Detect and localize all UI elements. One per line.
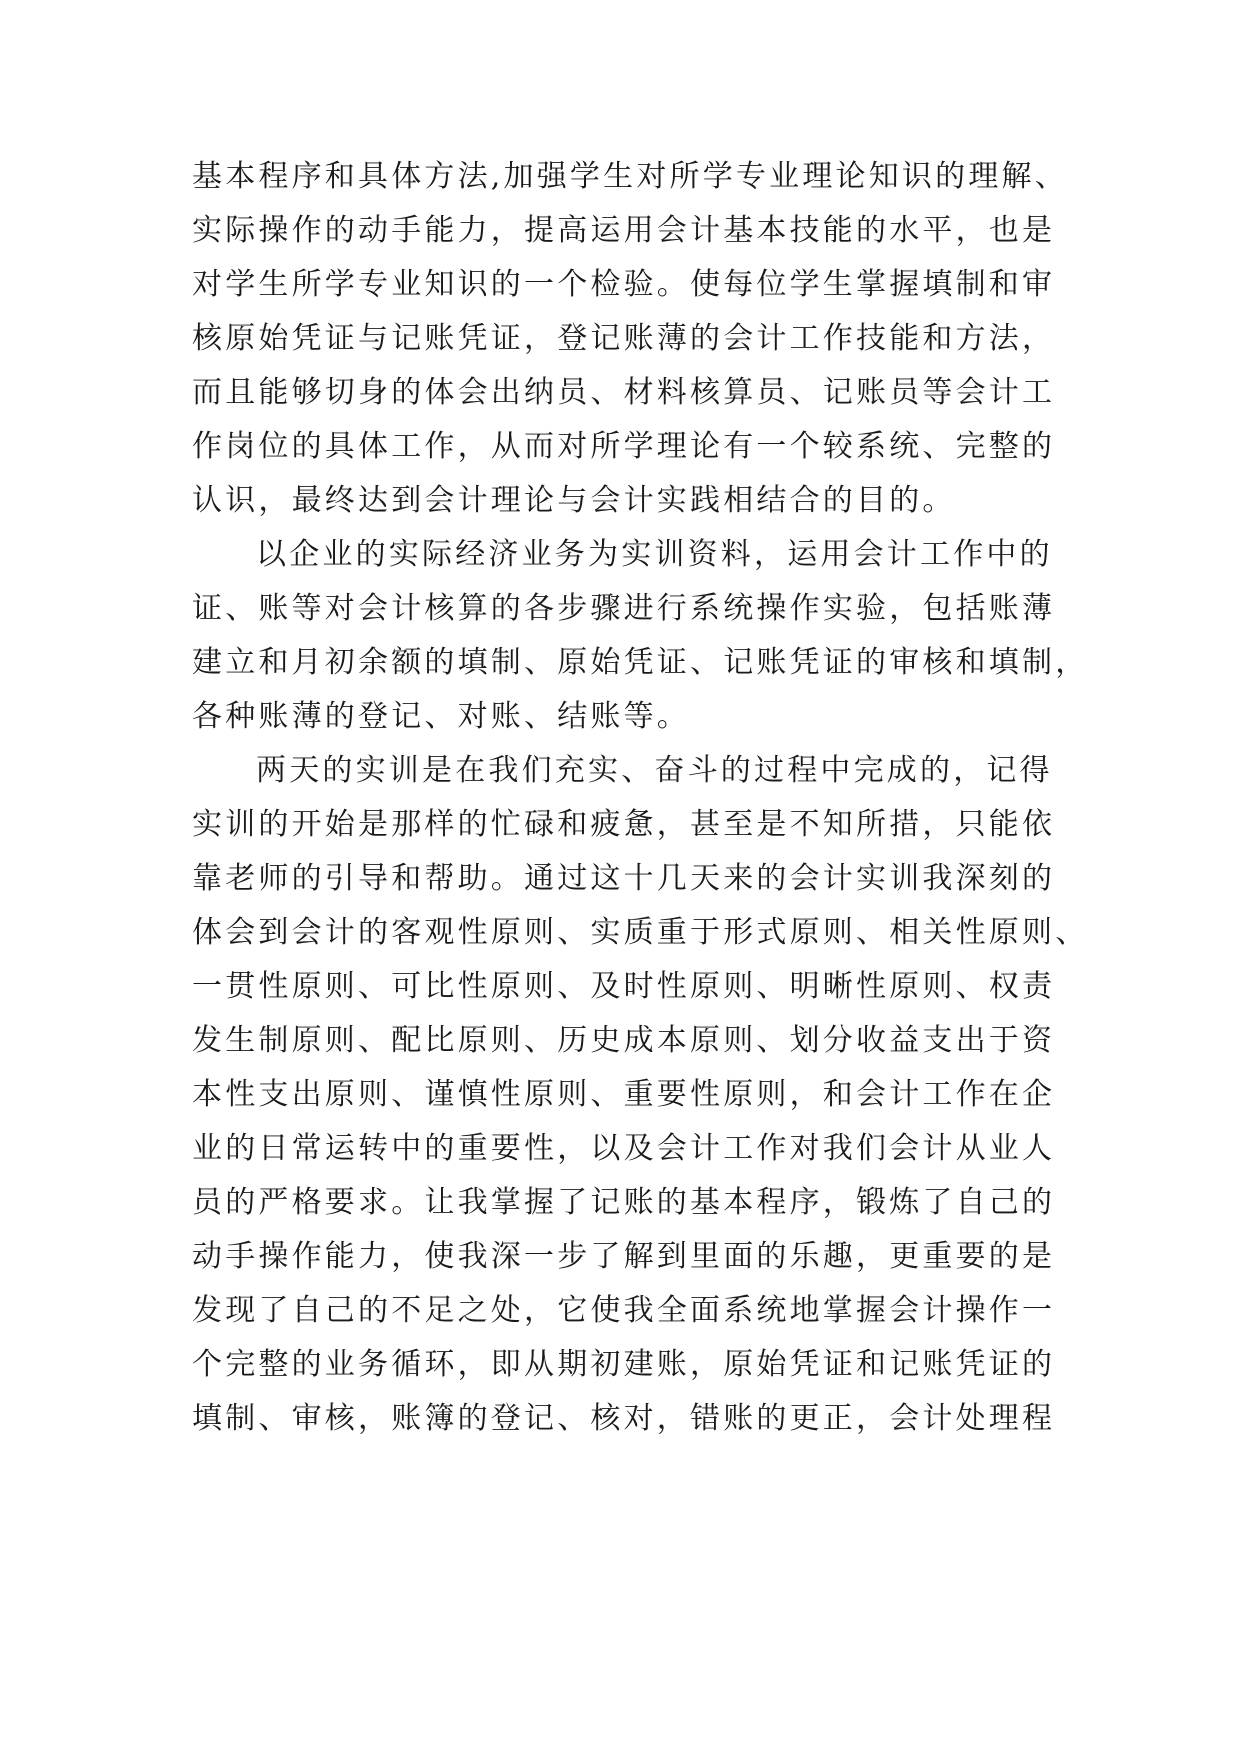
text-line: 以企业的实际经济业务为实训资料，运用会计工作中的 <box>256 537 1053 572</box>
text-line: 体会到会计的客观性原则、实质重于形式原则、相关性原则、 <box>192 915 1089 950</box>
text-line: 业的日常运转中的重要性，以及会计工作对我们会计从业人 <box>192 1131 1056 1166</box>
text-line: 基本程序和具体方法,加强学生对所学专业理论知识的理解、 <box>192 159 1068 194</box>
text-line: 发现了自己的不足之处，它使我全面系统地掌握会计操作一 <box>192 1293 1056 1328</box>
paragraph-1 <box>192 150 1092 528</box>
text-line: 动手操作能力，使我深一步了解到里面的乐趣，更重要的是 <box>192 1239 1056 1274</box>
text-line: 个完整的业务循环，即从期初建账，原始凭证和记账凭证的 <box>192 1347 1056 1382</box>
paragraph-2 <box>192 528 1092 744</box>
body-text <box>192 150 1092 1446</box>
text-line: 一贯性原则、可比性原则、及时性原则、明晰性原则、权责 <box>192 969 1056 1004</box>
text-line: 证、账等对会计核算的各步骤进行系统操作实验，包括账薄 <box>192 591 1056 626</box>
text-line: 实训的开始是那样的忙碌和疲惫，甚至是不知所措，只能依 <box>192 807 1056 842</box>
text-line: 本性支出原则、谨慎性原则、重要性原则，和会计工作在企 <box>192 1077 1056 1112</box>
text-line: 建立和月初余额的填制、原始凭证、记账凭证的审核和填制， <box>192 645 1089 680</box>
text-line: 认识，最终达到会计理论与会计实践相结合的目的。 <box>192 483 956 518</box>
text-line: 而且能够切身的体会出纳员、材料核算员、记账员等会计工 <box>192 375 1056 410</box>
text-line: 对学生所学专业知识的一个检验。使每位学生掌握填制和审 <box>192 267 1056 302</box>
text-line: 发生制原则、配比原则、历史成本原则、划分收益支出于资 <box>192 1023 1056 1058</box>
paragraph-3 <box>192 744 1092 1446</box>
text-line: 靠老师的引导和帮助。通过这十几天来的会计实训我深刻的 <box>192 861 1056 896</box>
text-line: 两天的实训是在我们充实、奋斗的过程中完成的，记得 <box>256 753 1053 788</box>
text-line: 各种账薄的登记、对账、结账等。 <box>192 699 690 734</box>
text-line: 实际操作的动手能力，提高运用会计基本技能的水平，也是 <box>192 213 1056 248</box>
text-line: 员的严格要求。让我掌握了记账的基本程序，锻炼了自己的 <box>192 1185 1056 1220</box>
text-line: 核原始凭证与记账凭证，登记账薄的会计工作技能和方法， <box>192 321 1056 356</box>
text-line: 填制、审核，账簿的登记、核对，错账的更正，会计处理程 <box>192 1401 1056 1436</box>
text-line: 作岗位的具体工作，从而对所学理论有一个较系统、完整的 <box>192 429 1056 464</box>
